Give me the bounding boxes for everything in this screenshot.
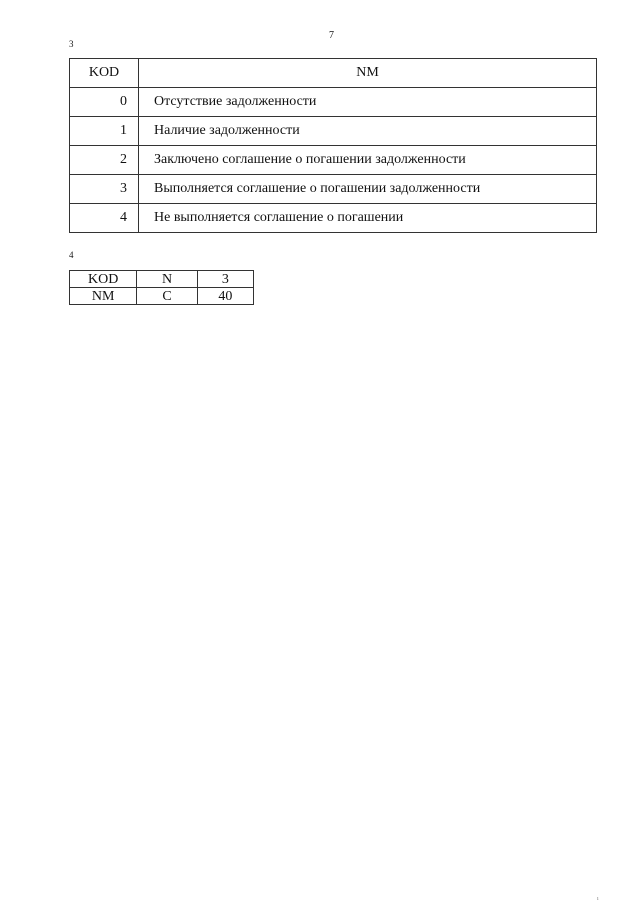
- table-row: [70, 88, 597, 117]
- field-name-cell: KOD: [70, 271, 137, 288]
- section-4-label: 4: [69, 250, 74, 260]
- debt-status-codes-table: [69, 58, 597, 233]
- nm-cell: Заключено соглашение о погашении задолженности: [139, 146, 597, 175]
- field-length-cell: 40: [197, 288, 253, 305]
- nm-cell: Не выполняется соглашение о погашении: [139, 204, 597, 233]
- section-3-label: 3: [69, 39, 74, 49]
- kod-cell: 0: [70, 88, 139, 117]
- kod-column-header: KOD: [70, 59, 139, 88]
- field-length-cell: 3: [197, 271, 253, 288]
- kod-cell: 3: [70, 175, 139, 204]
- table-row: [70, 204, 597, 233]
- table-row: [70, 175, 597, 204]
- table-row: [70, 117, 597, 146]
- field-type-cell: C: [137, 288, 197, 305]
- kod-cell: 4: [70, 204, 139, 233]
- nm-cell: Выполняется соглашение о погашении задолженности: [139, 175, 597, 204]
- kod-cell: 1: [70, 117, 139, 146]
- nm-cell: Наличие задолженности: [139, 117, 597, 146]
- field-format-table: [69, 270, 254, 305]
- nm-cell: Отсутствие задолженности: [139, 88, 597, 117]
- field-type-cell: N: [137, 271, 197, 288]
- field-name-cell: NM: [70, 288, 137, 305]
- table-header-row: [70, 59, 597, 88]
- nm-column-header: NM: [139, 59, 597, 88]
- page-number: 7: [329, 30, 334, 41]
- scan-corner-mark: ı: [597, 896, 599, 902]
- table-row: [70, 288, 254, 305]
- table-row: [70, 146, 597, 175]
- table-row: [70, 271, 254, 288]
- kod-cell: 2: [70, 146, 139, 175]
